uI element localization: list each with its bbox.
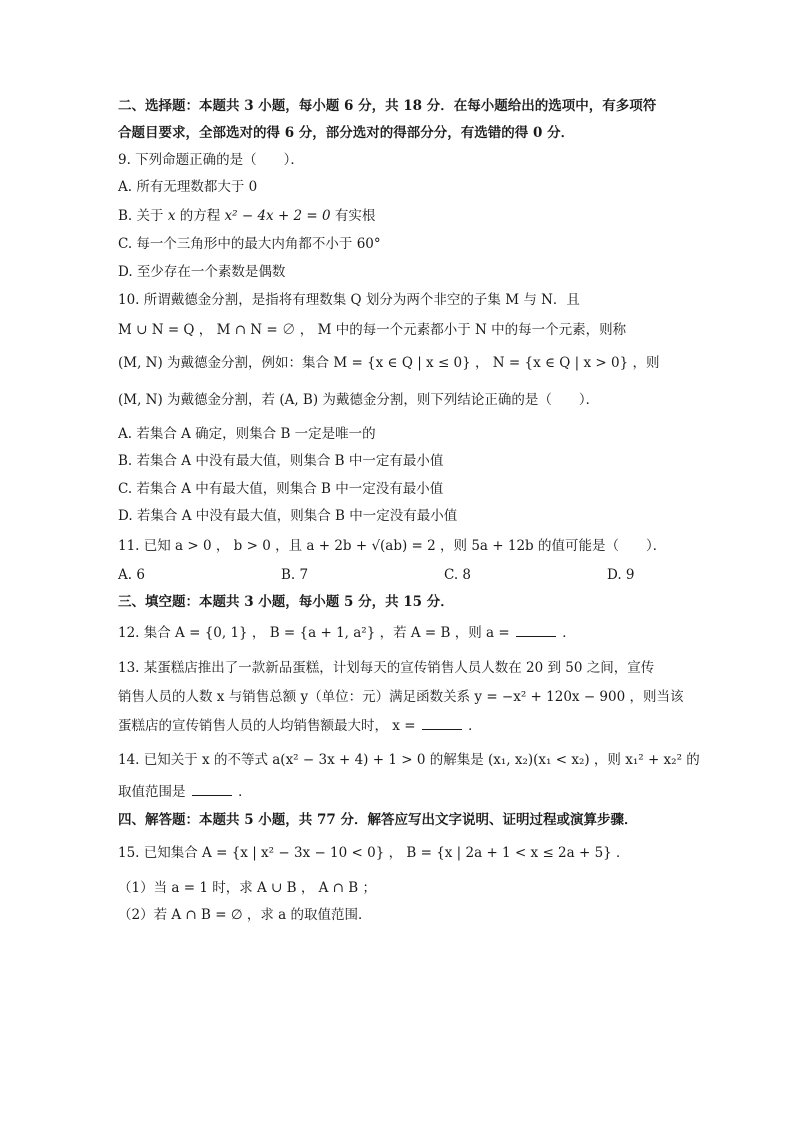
q11-stem: 11. 已知 a > 0 ， b > 0 ，且 a + 2b + √(ab) = 2 ，则 5a + 12b 的值可能是（ ）． bbox=[118, 538, 667, 554]
q10-option-c: C. 若集合 A 中有最大值，则集合 B 中一定没有最小值 bbox=[118, 481, 444, 497]
q13-text-end: ． bbox=[468, 718, 482, 734]
q15-part2: （2）若 A ∩ B = ∅ ，求 a 的取值范围． bbox=[118, 907, 372, 923]
q15-part1: （1）当 a = 1 时，求 A ∪ B ， A ∩ B ； bbox=[118, 880, 376, 896]
section2-header-line2: 合题目要求，全部选对的得 6 分，部分选对的得部分分，有选错的得 0 分． bbox=[118, 125, 575, 141]
q14-line1: 14. 已知关于 x 的不等式 a(x² − 3x + 4) + 1 > 0 的解集是 (x₁, x₂)(x₁ < x₂) ，则 x₁² + x₂² 的 bbox=[118, 752, 700, 768]
q9-option-d: D. 至少存在一个素数是偶数 bbox=[118, 264, 286, 280]
q11-option-b: B. 7 bbox=[281, 567, 309, 583]
q11-option-c: C. 8 bbox=[444, 567, 472, 583]
q9-b-mid: 的方程 bbox=[179, 208, 221, 224]
q9-b-var: x bbox=[167, 208, 176, 224]
q11-options bbox=[118, 565, 638, 585]
q10-line1: 10. 所谓戴德金分割，是指将有理数集 Q 划分为两个非空的子集 M 与 N．且 bbox=[118, 292, 580, 308]
q13-line1: 13. 某蛋糕店推出了一款新品蛋糕，计划每天的宣传销售人员人数在 20 到 50 之间，宣传 bbox=[118, 660, 655, 676]
q13-line3 bbox=[118, 716, 482, 736]
q14-answer-blank bbox=[192, 782, 232, 796]
q9-option-a: A. 所有无理数都大于 0 bbox=[118, 179, 258, 195]
section3-header: 三、填空题：本题共 3 小题，每小题 5 分，共 15 分． bbox=[118, 594, 454, 610]
q12-stem bbox=[118, 623, 576, 643]
q10-option-a: A. 若集合 A 确定，则集合 B 一定是唯一的 bbox=[118, 426, 376, 442]
q10-line3-sets: M = {x ∈ Q | x ≤ 0} ， N = {x ∈ Q | x > 0} ，则 bbox=[333, 355, 660, 371]
q11-option-d: D. 9 bbox=[607, 567, 635, 583]
q15-stem: 15. 已知集合 A = {x | x² − 3x − 10 < 0} ， B = {x | 2a + 1 < x ≤ 2a + 5} ． bbox=[118, 845, 630, 861]
q9-b-suffix: 有实根 bbox=[334, 208, 376, 224]
q12-text: 12. 集合 A = {0, 1} ， B = {a + 1, a²} ，若 A = B ，则 a = bbox=[118, 625, 510, 641]
q14-text-end: ． bbox=[238, 784, 252, 800]
q10-option-d: D. 若集合 A 中没有最大值，则集合 B 中一定没有最小值 bbox=[118, 508, 458, 524]
q10-option-b: B. 若集合 A 中没有最大值，则集合 B 中一定有最小值 bbox=[118, 453, 444, 469]
q10-line3 bbox=[118, 353, 659, 373]
section4-header: 四、解答题：本题共 5 小题，共 77 分．解答应写出文字说明、证明过程或演算步骤． bbox=[118, 812, 638, 828]
q9-option-b bbox=[118, 206, 375, 226]
q14-line2 bbox=[118, 782, 252, 802]
q13-answer-blank bbox=[422, 716, 462, 730]
q10-line2: M ∪ N = Q ， M ∩ N = ∅ ， M 中的每一个元素都小于 N 中的每一个元素，则称 bbox=[118, 322, 627, 338]
q12-text-end: ． bbox=[562, 625, 576, 641]
q9-b-equation: x² − 4x + 2 = 0 bbox=[224, 208, 331, 224]
q14-text: 取值范围是 bbox=[118, 784, 186, 800]
q13-text: 蛋糕店的宣传销售人员的人均销售额最大时， x = bbox=[118, 718, 416, 734]
q9-stem: 9. 下列命题正确的是（ ）． bbox=[118, 152, 304, 168]
q13-line2: 销售人员的人数 x 与销售总额 y（单位：元）满足函数关系 y = −x² + 120x − 900 ，则当该 bbox=[118, 689, 684, 705]
q12-answer-blank bbox=[516, 623, 556, 637]
section2-header-line1: 二、选择题：本题共 3 小题，每小题 6 分，共 18 分．在每小题给出的选项中，有多项符 bbox=[118, 98, 657, 114]
q9-b-prefix: B. 关于 bbox=[118, 208, 164, 224]
q11-option-a: A. 6 bbox=[118, 567, 145, 583]
q10-line4: (M, N) 为戴德金分割，若 (A, B) 为戴德金分割，则下列结论正确的是（ ）． bbox=[118, 392, 600, 408]
q10-line3-text: (M, N) 为戴德金分割，例如：集合 bbox=[118, 355, 330, 371]
q9-option-c: C. 每一个三角形中的最大内角都不小于 60° bbox=[118, 236, 381, 252]
